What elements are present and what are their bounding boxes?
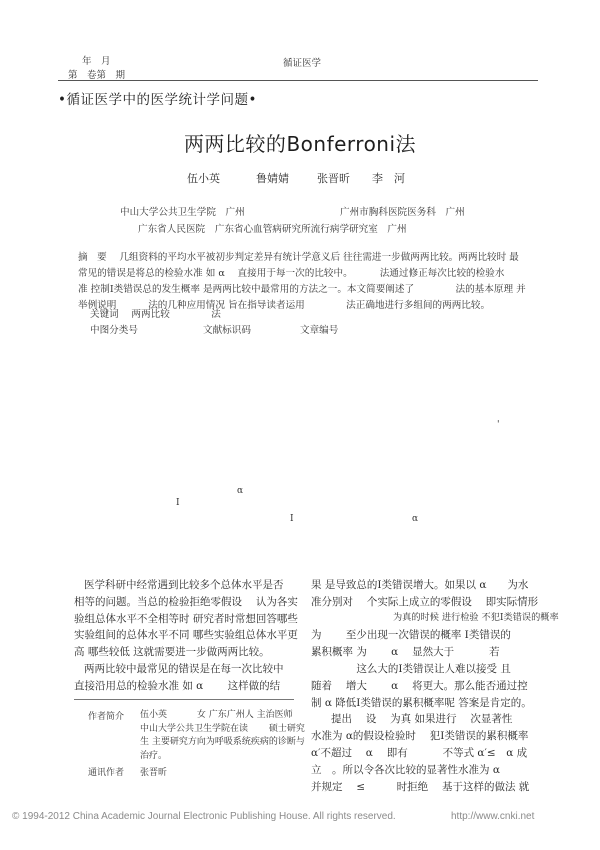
author-intro-line: 生 主要研究方向为呼吸系统疾病的诊断与 [140,737,305,747]
author-intro-label: 作者简介 [88,712,125,722]
stray-comma: ' [497,420,500,430]
body-line: 制 α 降低Ⅰ类错误的累积概率呢 答案是肯定的。 [311,696,532,709]
footer-url[interactable]: http://www.cnki.net [451,811,535,822]
affiliation-2: 广州市胸科医院医务科 广州 [340,207,465,218]
header-rule [58,80,538,81]
body-line: 准分别对 个实际上成立的零假设 即实际情形 [311,595,539,608]
author-intro [140,709,305,763]
doc-code-label: 文献标识码 [203,325,251,336]
stray-roman-one: Ⅰ [290,514,294,524]
body-line: 直接沿用总的检验水准 如 α 这样做的结 [74,679,281,692]
keywords: 关键词 两两比较 法 [90,309,221,320]
contact-label: 通讯作者 [88,768,125,778]
abstract-line: 准 控制Ⅰ类错误总的发生概率 是两两比较中最常用的方法之一。本文简要阐述了 法的基本原理 并 [78,284,526,295]
footer-copyright: © 1994-2012 China Academic Journal Electronic Publishing House. All rights reserved. [12,811,396,822]
body-line: 并规定 ≤ 时拒绝 基于这样的做法 就 [311,780,530,793]
contact-name: 张晋昕 [140,768,168,778]
abstract [78,250,526,314]
article-title-tail: 法 [395,132,417,156]
header-volume-issue: 第 卷第 期 [68,70,126,81]
body-line: 提出 设 为真 如果进行 次显著性 [331,713,513,726]
body-line: α′不超过 α 即有 不等式 α′≤ α 成 [311,746,528,759]
abstract-line: 摘 要 几组资料的平均水平被初步判定差异有统计学意义后 往往需进一步做两两比较。两两比较时 最 [78,252,519,263]
stray-alpha: α [237,486,244,496]
body-line [311,611,559,628]
stray-alpha: α [412,514,419,524]
author-4: 李 河 [372,172,405,185]
article-title-en: Bonferroni [286,132,396,156]
header-journal: 循证医学 [283,58,322,69]
classification-label: 中图分类号 [90,325,138,336]
body-line: 果 是导致总的Ⅰ类错误增大。如果以 α 为水 [311,579,529,591]
left-column-body [74,577,298,695]
body-line: 为 至少出现一次错误的概率 Ⅰ类错误的 [311,629,511,642]
body-line: 相等的问题。当总的检验拒绝零假设 认为各实 [74,595,298,608]
body-line: 两两比较中最常见的错误是在每一次比较中 [84,662,284,675]
body-line: 随着 增大 α 将更大。那么能否通过控 [311,679,528,692]
body-line: 立 。所以令各次比较的显著性水准为 α [311,763,500,776]
article-title [0,128,600,157]
body-line: 医学科研中经常遇到比较多个总体水平是否 [84,579,284,591]
affiliation-1: 中山大学公共卫生学院 广州 [120,207,245,218]
abstract-line: 常见的错误是将总的检验水准 如 α 直接用于每一次的比较中。 法通过修正每次比较的检验水 [78,268,505,279]
section-title: •循证医学中的医学统计学问题• [58,92,257,108]
body-fragment: 为真的时候 进行检验 不犯Ⅰ类错误的概率 [393,611,559,623]
body-line: 高 哪些较低 这就需要进一步做两两比较。 [74,646,270,659]
body-line: 这么大的Ⅰ类错误让人难以接受 且 [311,662,511,675]
author-1: 伍小英 [187,172,220,185]
author-intro-line: 伍小英 女 广东广州人 主治医师 [140,710,293,720]
right-column-body [311,577,559,795]
body-line: 累积概率 为 α 显然大于 若 [311,646,500,659]
author-3: 张晋昕 [317,172,350,185]
body-line: 实验组间的总体水平不同 哪些实验组总体水平更 [74,629,298,642]
author-2: 鲁婧婧 [256,172,289,185]
author-intro-line: 中山大学公共卫生学院在读 硕士研究 [140,723,305,734]
abstract-line: 举例说明 法的几种应用情况 旨在指导读者运用 法正确地进行多组间的两两比较。 [78,300,491,311]
header-year-month: 年 月 [82,56,111,67]
article-title-cn: 两两比较的 [183,132,287,156]
author-intro-line: 治疗。 [140,750,168,761]
footnote-rule [74,699,294,700]
article-no-label: 文章编号 [300,325,339,336]
affiliation-3: 广东省人民医院 广东省心血管病研究所流行病学研究室 广州 [138,224,407,235]
stray-roman-one: Ⅰ [176,498,180,508]
body-line: 验组总体水平不全相等时 研究者时常想回答哪些 [74,612,298,625]
body-line: 水准为 α的假设检验时 犯Ⅰ类错误的累积概率 [311,730,529,743]
